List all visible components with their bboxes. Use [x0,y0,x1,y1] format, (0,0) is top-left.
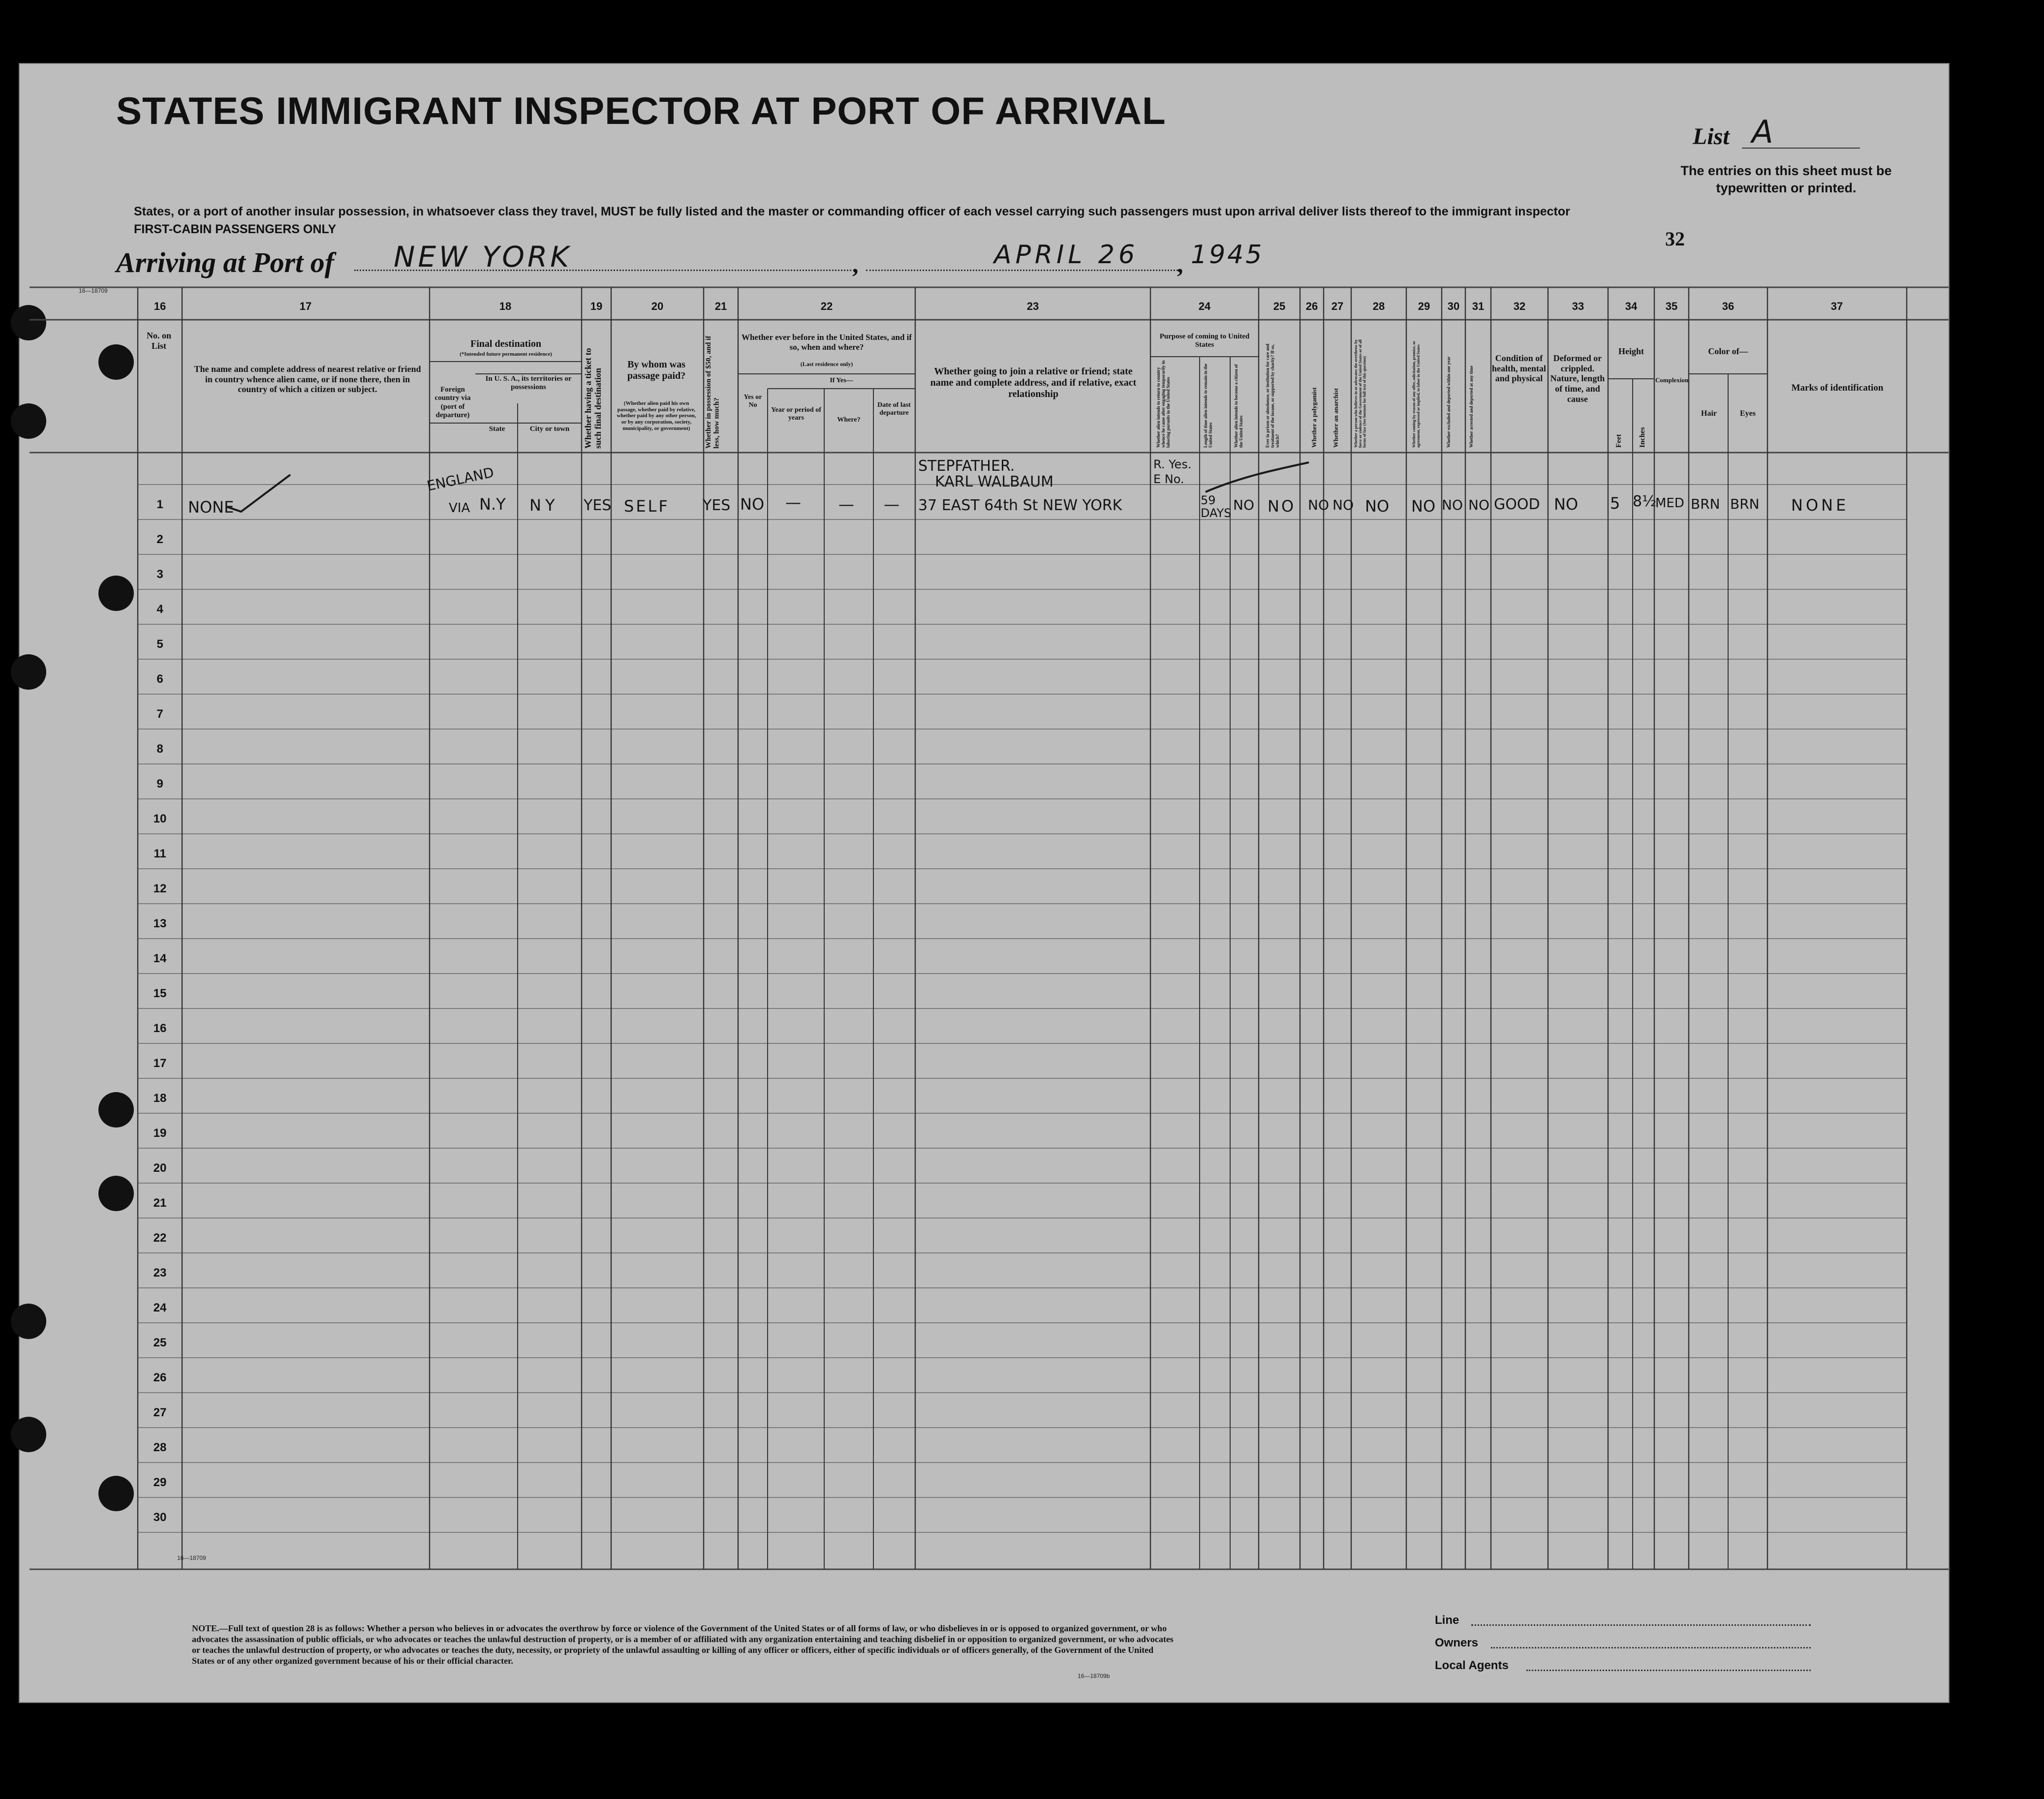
header-ticket: Whether having a ticket to such final destination [583,348,603,449]
entry-hair: BRN [1691,496,1720,512]
entry-period: — [785,493,801,512]
header-q29: Whether coming by reason of any offer, solicitation, promise, or agreement, expressed or implied, to labor in the United States [1412,341,1421,448]
header-where: Where? [837,416,861,424]
column-number: 34 [1625,300,1638,312]
form-code-note: 16—18709b [1078,1673,1110,1679]
entry-deformed: NO [1554,495,1579,514]
column-number: 18 [499,300,512,312]
row-number: 14 [153,952,167,965]
header-anarchist: Whether an anarchist [1332,388,1339,448]
column-number: 17 [299,300,312,312]
header-passage-paid: By whom was passage paid? [627,359,686,381]
entry-state: N.Y [479,495,506,514]
stroke-mark [1201,457,1314,497]
check-mark [221,472,295,517]
column-number: 27 [1331,300,1344,312]
row-number: 4 [156,603,163,616]
row-number: 25 [153,1336,167,1349]
header-q31: Whether arrested and deported at any time [1469,366,1474,448]
column-number: 30 [1447,300,1460,312]
entry-relative-abroad: NONE [188,498,234,517]
row-number: 29 [153,1476,167,1489]
entry-polygamist: NO [1308,497,1329,513]
row-number: 28 [153,1441,167,1454]
form-code-bottom: 16—18709 [177,1555,206,1561]
entry-has-50: YES [703,497,731,514]
header-polygamist: Whether a polygamist [1310,387,1318,448]
header-if-yes: If Yes— [830,377,853,384]
header-feet: Feet [1615,434,1623,448]
header-purpose-citizen: Whether alien intends to become a citizen of the United States [1234,364,1243,448]
list-value: A [1752,114,1773,151]
row-number: 19 [153,1127,167,1140]
footnote-q28: NOTE.—Full text of question 28 is as follows: Whether a person who believes in or advocates the overthrow by force or violence of the Government of the United States or of all forms of law, or who disbelieves in or is opposed to organized government, or who advocates the assassination of public officials, or who advocates or teaches the unlawful destruction of property, or is a member of or affiliated with any organization entertaining and teaching disbelief in or opposition to organized government, or who advocates or teaches the unlawful destruction of property, or who advocates or teaches the duty, necessity, or propriety of the unlawful assaulting or killing of any officer or officers, either of specific individuals or of officers generally, of the Government of the United States or of any other organized government because of his or their official character. [192,1623,1174,1666]
header-final-destination-sub: (*Intended future permanent residence) [460,351,552,357]
entry-join-address: 37 EAST 64th St NEW YORK [918,497,1122,514]
row-number: 20 [153,1161,167,1175]
column-number: 26 [1305,300,1318,312]
entry-length-stay: 59 DAYS [1201,493,1232,520]
header-health: Condition of health, mental and physical [1492,353,1546,384]
header-last-departure: Date of last departure [877,401,911,417]
entry-purpose-r: R. Yes. [1153,457,1192,471]
row-number: 15 [153,987,167,1000]
row-number: 10 [153,812,167,825]
header-eyes: Eyes [1740,409,1756,418]
header-city: City or town [529,425,570,433]
column-number: 31 [1472,300,1485,312]
header-yes-no: Yes or No [743,394,762,409]
row-number: 5 [156,638,163,651]
list-label: List [1693,123,1730,150]
entry-last-departure: — [884,495,899,514]
header-before-in-us: Whether ever before in the United States, and if so, when and where? [741,333,912,352]
class-note: FIRST-CABIN PASSENGERS ONLY [134,222,337,236]
owners-label: Owners [1435,1636,1479,1649]
entry-q30: NO [1442,497,1463,513]
entry-citizen: NO [1233,497,1254,513]
entry-before-in-us: NO [740,495,765,514]
row-number: 16 [153,1022,167,1035]
arrival-date: APRIL 26 [994,240,1139,270]
column-number: 19 [590,300,603,312]
entry-join-relationship: STEPFATHER. [918,457,1015,475]
row-number: 30 [153,1511,167,1524]
row-number: 22 [153,1231,167,1245]
entry-inches: 8½ [1633,493,1657,510]
header-final-destination: Final destination [470,338,541,349]
line-label: Line [1435,1614,1459,1627]
column-number: 20 [651,300,664,312]
entry-eyes: BRN [1730,496,1760,512]
row-number: 7 [156,707,163,721]
header-passage-paid-sub: (Whether alien paid his own passage, whether paid by relative, whether paid by any other person, or by any corporation, society, municipality, or government) [617,400,696,431]
header-deformed: Deformed or crippled. Nature, length of time, and cause [1550,353,1605,404]
entry-purpose-e: E No. [1153,472,1184,486]
column-number: 35 [1665,300,1678,312]
header-hair: Hair [1701,409,1717,418]
row-number: 13 [153,917,167,930]
column-number: 36 [1722,300,1734,312]
entry-prison: NO [1268,497,1296,516]
entry-instructions: The entries on this sheet must be typewritten or printed. [1680,163,1892,196]
page-title: STATES IMMIGRANT INSPECTOR AT PORT OF ARRIVAL [116,89,1166,132]
header-no-on-list: No. on List [146,331,171,351]
header-foreign-country: Foreign country via (port of departure) [434,386,471,419]
header-height: Height [1618,346,1644,356]
entry-q31: NO [1468,497,1489,513]
column-number: 29 [1418,300,1430,312]
entry-feet: 5 [1610,494,1620,513]
header-purpose-length: Length of time alien intends to remain in the United States [1203,364,1213,448]
entry-where: — [838,495,854,514]
header-complexion: Complexion [1655,376,1689,384]
header-color: Color of— [1708,346,1748,356]
column-number: 32 [1513,300,1526,312]
form-code: 16—18709 [79,287,108,294]
column-number: 23 [1026,300,1039,312]
entry-q28: NO [1365,497,1390,516]
row-number: 12 [153,882,167,895]
entry-foreign-country: ENGLAND [425,464,496,494]
header-has-50: Whether in possession of $50, and if less, how much? [705,335,721,449]
entry-city: NY [529,496,559,515]
header-prison: Ever in prison or almshouse, or institution for care and treatment of the insane, or supported by charity? If so, which? [1265,343,1280,448]
row-number: 2 [156,533,163,546]
column-number: 25 [1273,300,1286,312]
header-usa: In U. S. A., its territories or possessions [485,375,572,392]
header-join-relative: Whether going to join a relative or friend; state name and complete address, and if relative, exact relationship [930,366,1137,399]
header-marks: Marks of identification [1791,383,1884,393]
entry-complexion: MED [1655,496,1684,511]
column-number: 22 [820,300,833,312]
header-state: State [489,425,505,433]
row-number: 18 [153,1092,167,1105]
row-number: 21 [153,1196,167,1210]
header-purpose-return: Whether alien intends to return to country whence he came after engaging temporarily in laboring pursuits in the United States [1156,360,1171,448]
row-number: 23 [153,1266,167,1280]
entry-q29: NO [1411,497,1436,516]
arriving-label: Arriving at Port of [116,246,335,278]
entry-anarchist: NO [1332,497,1354,513]
entry-via: VIA [449,501,470,516]
entry-ticket: YES [584,497,612,514]
row-number: 9 [156,777,163,791]
agents-label: Local Agents [1435,1659,1509,1672]
header-inches: Inches [1639,427,1646,448]
column-number: 16 [154,300,166,312]
column-number: 24 [1198,300,1211,312]
row-number: 26 [153,1371,167,1384]
page-subtitle: States, or a port of another insular possession, in whatsoever class they travel, MUST be fully listed and the master or commanding officer of each vessel carrying such passengers must upon arrival deliver lists thereof to the immigrant inspector [134,205,1570,218]
arrival-year: 1945 [1191,240,1264,270]
header-q28: Whether a person who believes in or advocates the overthrow by force or violence of the Government of the United States or of all forms of law (See footnote for full text of this question) [1354,339,1367,448]
row-number: 8 [156,742,163,756]
entry-marks: NONE [1791,496,1849,515]
row-number: 17 [153,1057,167,1070]
header-purpose: Purpose of coming to United States [1159,333,1250,349]
row-number: 3 [156,568,163,581]
column-number: 37 [1830,300,1843,312]
row-number: 27 [153,1406,167,1419]
entry-join-name: KARL WALBAUM [935,473,1053,490]
entry-passage-paid: SELF [624,497,670,516]
header-period: Year or period of years [771,406,821,422]
sheet-number: 32 [1665,228,1685,250]
header-before-in-us-sub: (Last residence only) [800,361,853,367]
port-name: NEW YORK [394,240,572,274]
row-number: 24 [153,1301,167,1314]
row-number: 6 [156,672,163,686]
column-number: 28 [1372,300,1385,312]
row-number: 1 [156,498,163,511]
column-number: 21 [714,300,727,312]
header-q30: Whether excluded and deported within one year [1446,356,1451,448]
entry-health: GOOD [1494,496,1540,513]
column-number: 33 [1572,300,1584,312]
header-relative-abroad: The name and complete address of nearest relative or friend in country whence alien came, or if none there, then in country of which a citizen or subject. [194,364,421,395]
row-number: 11 [154,847,166,860]
